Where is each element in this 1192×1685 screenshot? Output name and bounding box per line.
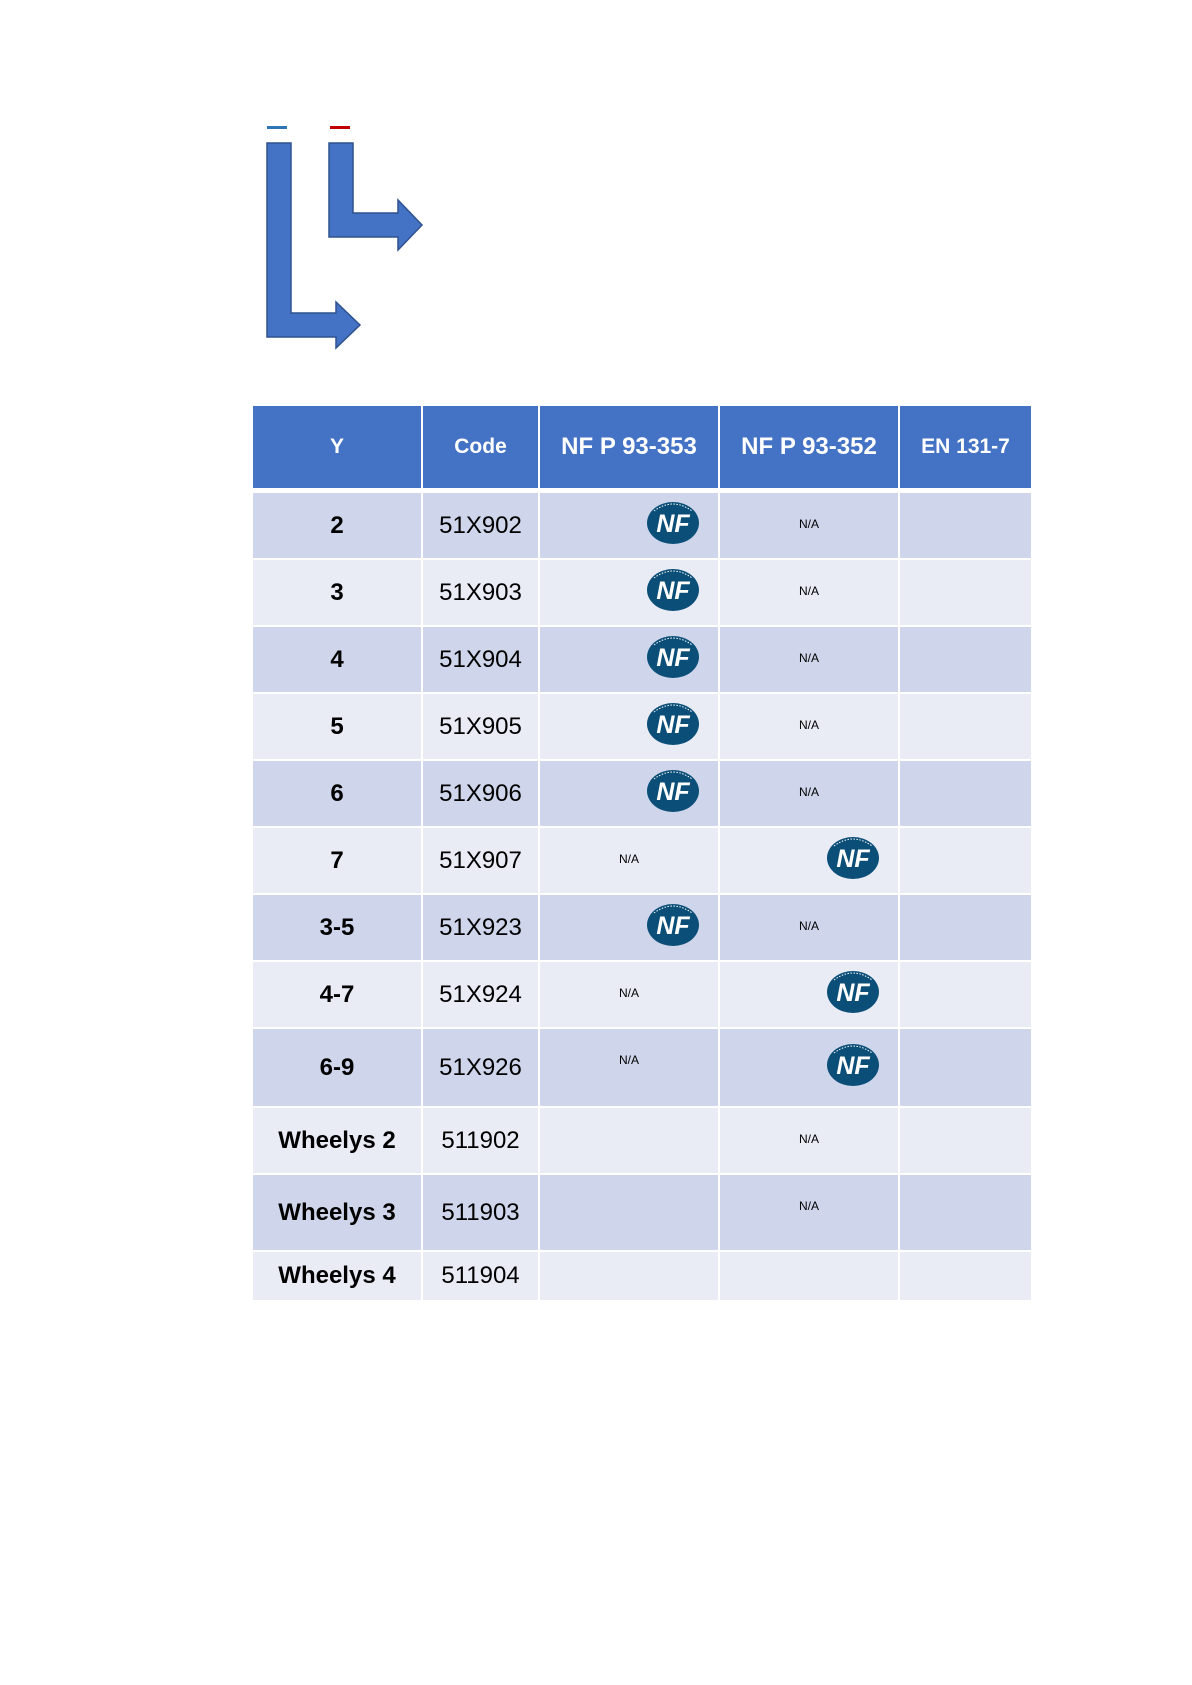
na-label: N/A (618, 986, 639, 1000)
cell-nf353 (539, 559, 719, 626)
cell-nf352 (719, 626, 899, 693)
cell-code: 51X926 (422, 1028, 539, 1107)
cell-code: 51X907 (422, 827, 539, 894)
cell-nf352 (719, 1174, 899, 1251)
cell-en (899, 1107, 1032, 1174)
cell-code: 51X902 (422, 491, 539, 560)
cell-y: 6 (252, 760, 422, 827)
cell-y: 3 (252, 559, 422, 626)
cell-nf353 (539, 1107, 719, 1174)
table-row (252, 1028, 1032, 1107)
table-row (252, 961, 1032, 1028)
na-label: N/A (618, 852, 639, 866)
cell-en (899, 559, 1032, 626)
cell-nf352 (719, 961, 899, 1028)
cell-y: Wheelys 3 (252, 1174, 422, 1251)
nf-logo-text: NF (836, 1052, 870, 1080)
nf-logo (646, 633, 700, 686)
cell-nf353 (539, 626, 719, 693)
table-row (252, 1174, 1032, 1251)
cell-nf352 (719, 760, 899, 827)
nf-logo-text: NF (656, 644, 690, 672)
nf-logo-text: NF (836, 845, 870, 873)
header-nf-p-93-353: NF P 93-353 (539, 405, 719, 491)
nf-certification-logo (826, 1041, 880, 1087)
table-row (252, 1251, 1032, 1301)
cell-nf352 (719, 693, 899, 760)
cell-y: Wheelys 2 (252, 1107, 422, 1174)
na-label: N/A (798, 785, 819, 799)
cell-en (899, 760, 1032, 827)
na-label: N/A (798, 1132, 819, 1146)
cell-y: 6-9 (252, 1028, 422, 1107)
cell-nf353 (539, 894, 719, 961)
cell-en (899, 1028, 1032, 1107)
table-row (252, 827, 1032, 894)
header-code: Code (422, 405, 539, 491)
table-row (252, 894, 1032, 961)
bent-arrow-short (329, 143, 422, 250)
cell-code: 511902 (422, 1107, 539, 1174)
nf-certification-logo (646, 566, 700, 612)
nf-logo (826, 968, 880, 1021)
header-en-131-7: EN 131-7 (899, 405, 1032, 491)
nf-certification-logo (826, 834, 880, 880)
nf-logo-text: NF (656, 510, 690, 538)
cell-en (899, 1251, 1032, 1301)
nf-logo-text: NF (656, 912, 690, 940)
table-header-row (252, 405, 1032, 491)
nf-certification-logo (646, 700, 700, 746)
header-y: Y (252, 405, 422, 491)
nf-certification-logo (646, 633, 700, 679)
cell-nf353 (539, 1251, 719, 1301)
certification-table (251, 404, 1033, 1302)
cell-nf352 (719, 491, 899, 560)
cell-nf352 (719, 559, 899, 626)
cell-nf353 (539, 693, 719, 760)
nf-logo (826, 1041, 880, 1094)
na-label: N/A (618, 1053, 639, 1067)
nf-logo-text: NF (656, 711, 690, 739)
cell-y: Wheelys 4 (252, 1251, 422, 1301)
cell-nf353 (539, 961, 719, 1028)
cell-en (899, 961, 1032, 1028)
cell-nf352 (719, 894, 899, 961)
cell-y: 4-7 (252, 961, 422, 1028)
cell-y: 5 (252, 693, 422, 760)
nf-logo (646, 700, 700, 753)
na-label: N/A (798, 651, 819, 665)
cell-en (899, 693, 1032, 760)
cell-nf352 (719, 1107, 899, 1174)
table-row (252, 760, 1032, 827)
cell-nf353 (539, 1028, 719, 1107)
nf-certification-logo (646, 499, 700, 545)
nf-logo (646, 499, 700, 552)
nf-logo (646, 767, 700, 820)
nf-logo (646, 566, 700, 619)
na-label: N/A (798, 919, 819, 933)
nf-logo (826, 834, 880, 887)
cell-code: 51X924 (422, 961, 539, 1028)
cell-nf353 (539, 491, 719, 560)
na-label: N/A (798, 517, 819, 531)
cell-code: 51X906 (422, 760, 539, 827)
table-row (252, 559, 1032, 626)
arrows-graphic (0, 0, 1192, 380)
cell-en (899, 827, 1032, 894)
cell-y: 2 (252, 491, 422, 560)
cell-nf353 (539, 760, 719, 827)
cell-y: 3-5 (252, 894, 422, 961)
cell-code: 511904 (422, 1251, 539, 1301)
cell-nf352 (719, 1251, 899, 1301)
nf-logo (646, 901, 700, 954)
table-row (252, 491, 1032, 560)
table-row (252, 1107, 1032, 1174)
cell-code: 51X904 (422, 626, 539, 693)
cell-nf353 (539, 1174, 719, 1251)
cell-code: 51X903 (422, 559, 539, 626)
cell-en (899, 1174, 1032, 1251)
nf-logo-text: NF (656, 577, 690, 605)
cell-en (899, 491, 1032, 560)
na-label: N/A (798, 584, 819, 598)
na-label: N/A (798, 718, 819, 732)
cell-en (899, 894, 1032, 961)
nf-certification-logo (646, 767, 700, 813)
nf-logo-text: NF (656, 778, 690, 806)
cell-nf352 (719, 1028, 899, 1107)
table-row (252, 626, 1032, 693)
table-body (252, 491, 1032, 1302)
cell-nf353 (539, 827, 719, 894)
cell-code: 51X923 (422, 894, 539, 961)
header-nf-p-93-352: NF P 93-352 (719, 405, 899, 491)
nf-logo-text: NF (836, 979, 870, 1007)
cell-y: 7 (252, 827, 422, 894)
cell-y: 4 (252, 626, 422, 693)
na-label: N/A (798, 1199, 819, 1213)
nf-certification-logo (646, 901, 700, 947)
nf-certification-logo (826, 968, 880, 1014)
cell-nf352 (719, 827, 899, 894)
cell-en (899, 626, 1032, 693)
cell-code: 511903 (422, 1174, 539, 1251)
table-row (252, 693, 1032, 760)
cell-code: 51X905 (422, 693, 539, 760)
